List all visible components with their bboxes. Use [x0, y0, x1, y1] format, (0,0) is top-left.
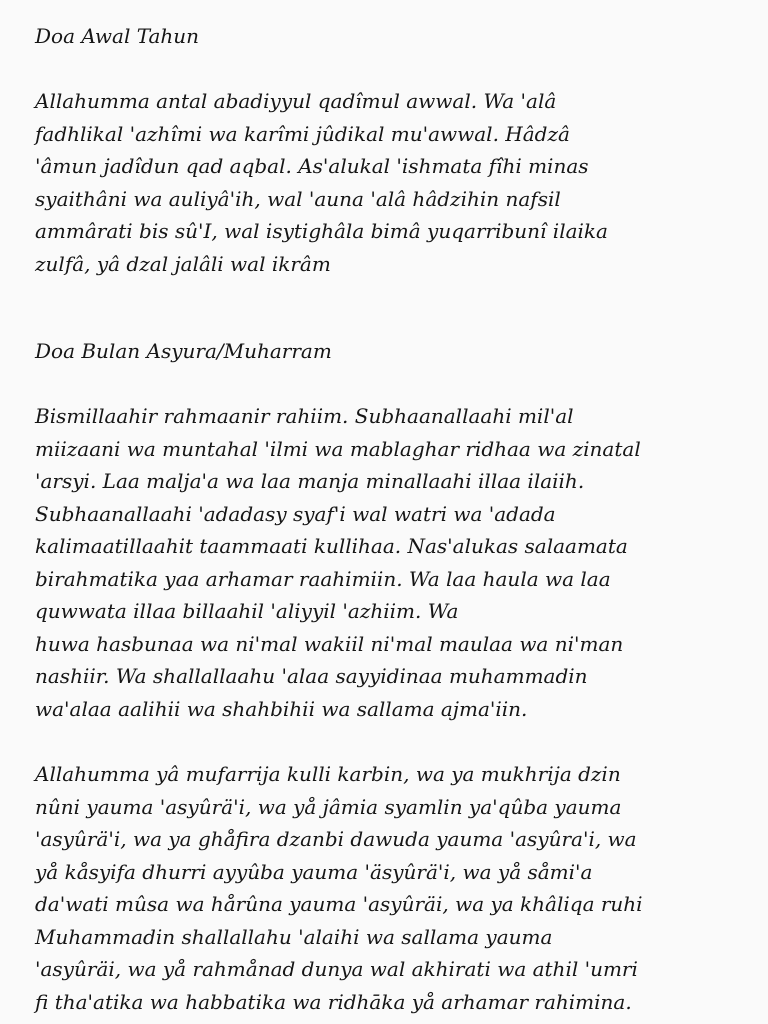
text-line: kalimaatillaahit taammaati kullihaa. Nas'alukas salaamata [35, 534, 628, 558]
prayer-paragraph-awal-tahun [35, 85, 735, 280]
document-page [35, 20, 735, 1018]
text-line: fadhlikal 'azhîmi wa karîmi jûdikal mu'awwal. Hâdzâ [35, 121, 570, 146]
text-line: 'arsyi. Laa malja'a wa laa manja minallaahi illaa ilaiih. [35, 469, 585, 493]
spacer [35, 725, 735, 758]
text-line: miizaani wa muntahal 'ilmi wa mablaghar ridhaa wa zinatal [35, 436, 641, 461]
text-line: 'asyûrä'i, wa ya ghåfira dzanbi dawuda yauma 'asyûra'i, wa [35, 827, 637, 851]
text-line: huwa hasbunaa wa ni'mal wakiil ni'mal maulaa wa ni'man [35, 631, 624, 656]
section-title-awal-tahun: Doa Awal Tahun [35, 24, 200, 48]
text-line: Allahumma yâ mufarrija kulli karbin, wa ya mukhrija dzin [35, 762, 621, 786]
text-line: syaithâni wa auliyâ'ih, wal 'auna 'alâ hâdzihin nafsil [35, 186, 561, 211]
prayer-paragraph-asyura-2 [35, 758, 735, 1018]
text-line: birahmatika yaa arhamar raahimiin. Wa laa haula wa laa [35, 566, 611, 591]
text-line: Bismillaahir rahmaanir rahiim. Subhaanallaahi mil'al [35, 404, 574, 428]
text-line: zulfâ, yâ dzal jalâli wal ikrâm [35, 251, 331, 276]
text-line: nûni yauma 'asyûrä'i, wa yå jâmia syamlin ya'qûba yauma [35, 794, 622, 819]
text-line: fi tha'atika wa habbatika wa ridhāka yå arhamar rahimina. [35, 989, 632, 1014]
text-line: nashiir. Wa shallallaahu 'alaa sayyidinaa muhammadin [35, 664, 588, 688]
spacer [35, 52, 735, 85]
spacer [35, 280, 735, 335]
section-title-asyura: Doa Bulan Asyura/Muharram [35, 339, 332, 363]
text-line: wa'alaa aalihii wa shahbihii wa sallama ajma'iin. [35, 696, 528, 721]
text-line: da'wati mûsa wa hårûna yauma 'asyûräi, wa ya khâliqa ruhi [35, 892, 643, 916]
text-line: 'asyûräi, wa yå rahmånad dunya wal akhirati wa athil 'umri [35, 957, 638, 981]
text-line: 'âmun jadîdun qad aqbal. As'alukal 'ishmata fîhi minas [35, 154, 589, 178]
text-line: yå kåsyifa dhurri ayyûba yauma 'äsyûrä'i, wa yå såmi'a [35, 859, 593, 884]
spacer [35, 367, 735, 400]
text-line: Subhaanallaahi 'adadasy syaf'i wal watri wa 'adada [35, 501, 556, 526]
prayer-paragraph-asyura-1 [35, 400, 735, 725]
text-line: Allahumma antal abadiyyul qadîmul awwal. Wa 'alâ [35, 89, 557, 113]
text-line: ammârati bis sû'I, wal isytighâla bimâ yuqarribunî ilaika [35, 219, 608, 243]
text-line: quwwata illaa billaahil 'aliyyil 'azhiim. Wa [35, 599, 459, 623]
text-line: Muhammadin shallallahu 'alaihi wa sallama yauma [35, 924, 553, 949]
